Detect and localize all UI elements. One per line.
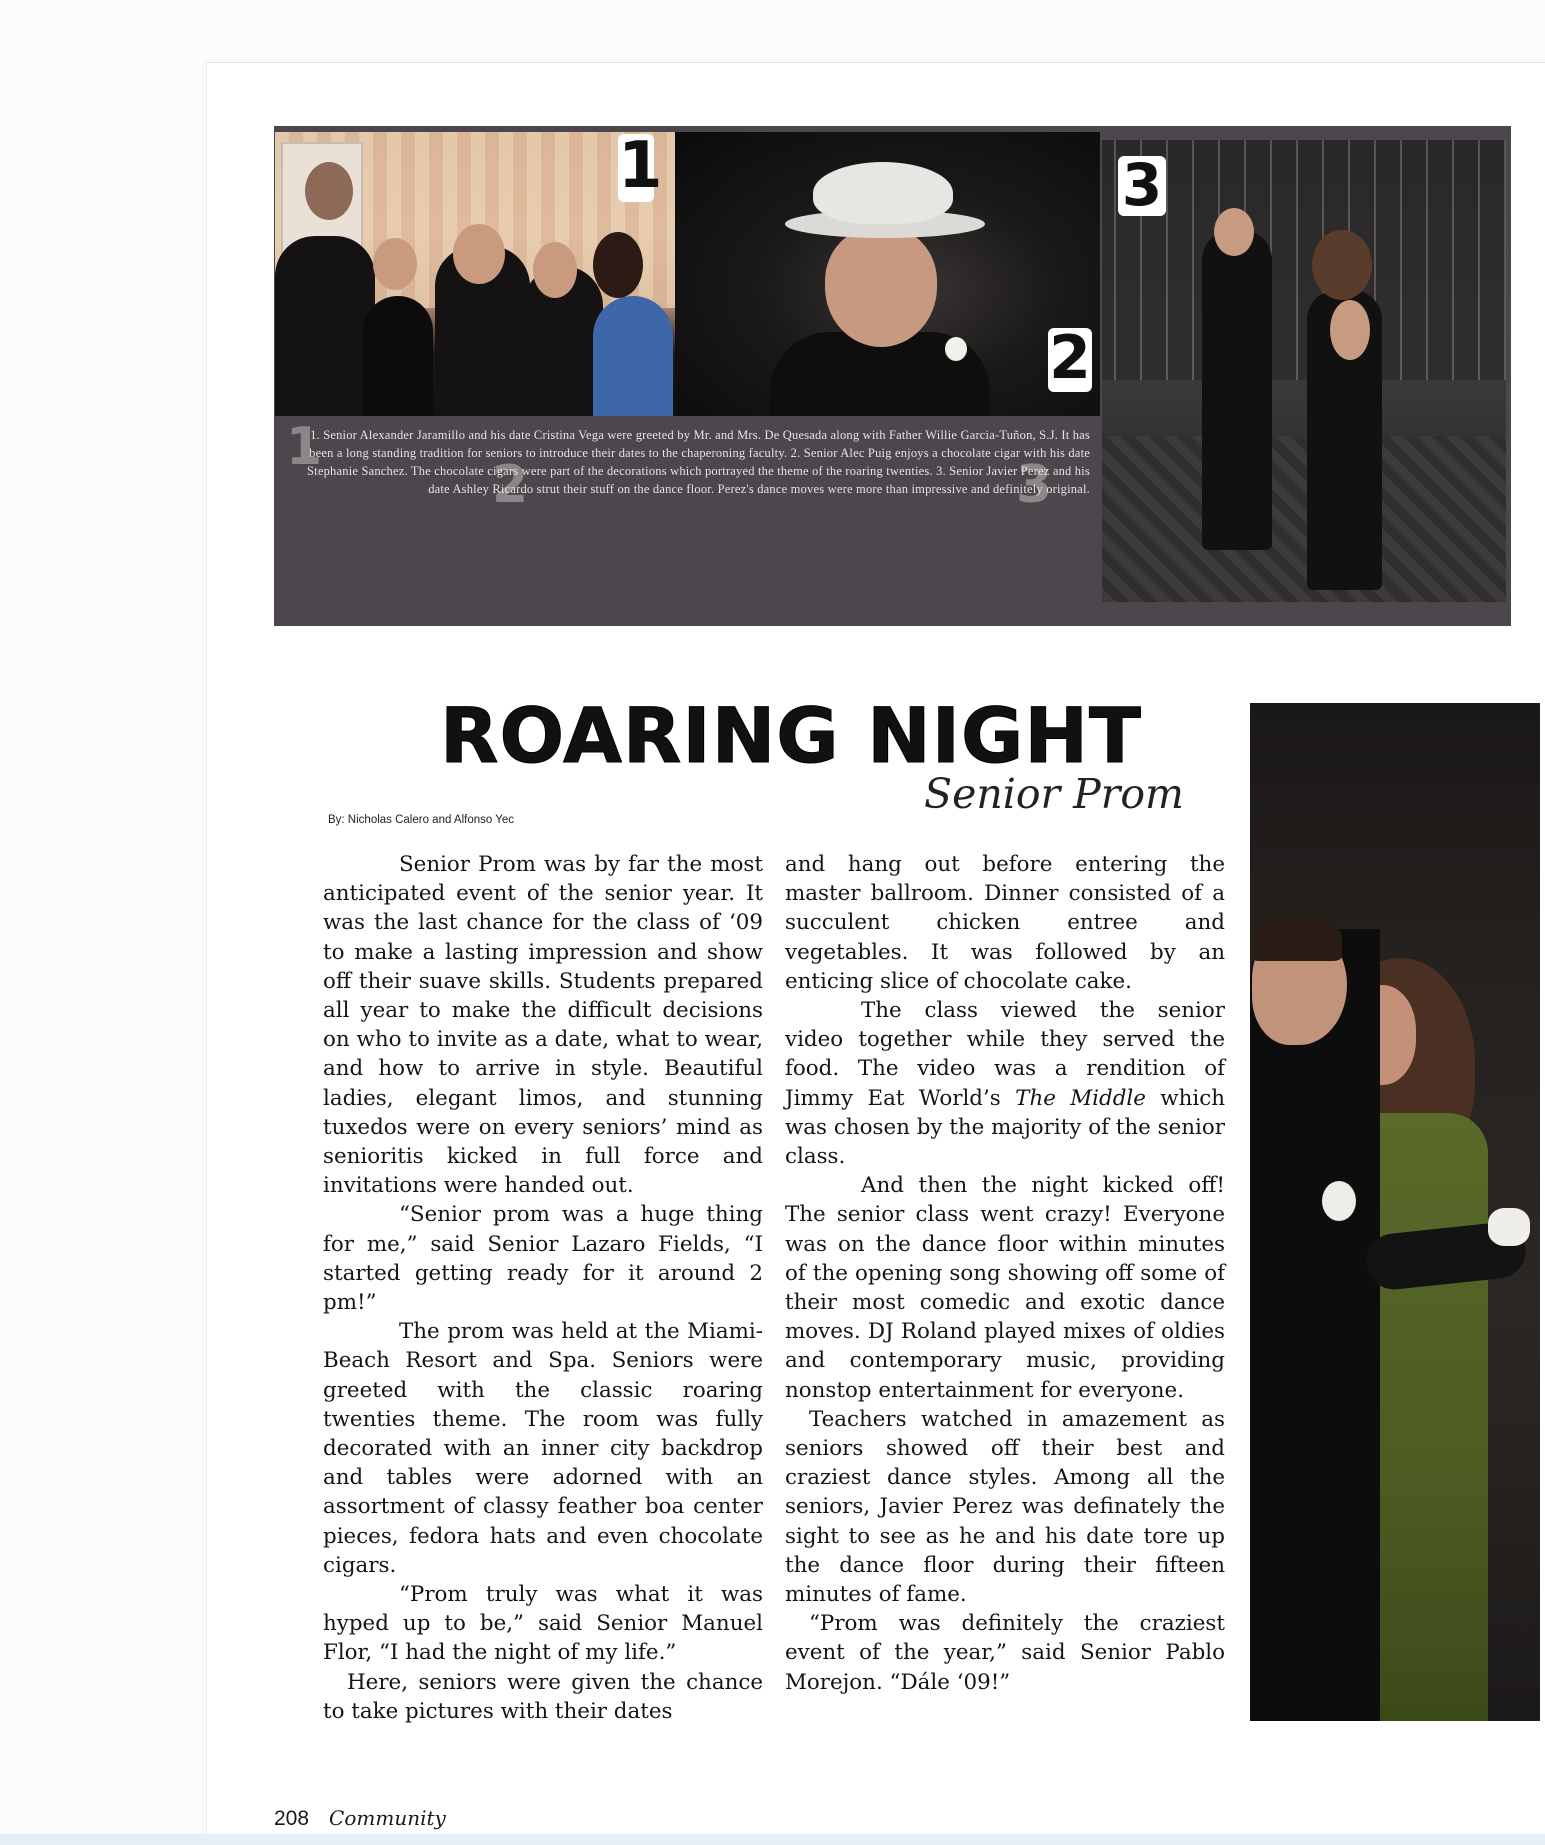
paragraph-text: The class viewed the senior video together while they served the food. The video was a rendition of Jimmy Eat World’s (785, 998, 1225, 1111)
scan-edge (0, 1834, 1545, 1845)
paragraph: and hang out before entering the master ballroom. Dinner consisted of a succulent chicken entree and vegetables. It was followed by an enticing slice of chocolate cake. (785, 852, 1225, 994)
paragraph: “Prom was definitely the craziest event of the year,” said Senior Pablo Morejon. “Dále ‘09!” (785, 1611, 1225, 1695)
paragraph-text: which was chosen by the majority of the senior class. (785, 1085, 1225, 1170)
section-name: Community (329, 1806, 446, 1830)
photo-number-1: 1 (618, 129, 663, 203)
article-column-2 (785, 850, 1225, 1697)
paragraph: “Senior prom was a huge thing for me,” said Senior Lazaro Fields, “I started getting ready for it around 2 pm!” (323, 1202, 763, 1316)
paragraph: Senior Prom was by far the most anticipated event of the senior year. It was the last chance for the class of ‘09 to make a lasting impression and show off their suave skills. Students prepared all year to make the difficult decisions on who to invite as a date, what to wear, and how to arrive in style. Beautiful ladies, elegant limos, and stunning tuxedos were on every seniors’ mind as senioritis kicked in full force and invitations were handed out. (323, 852, 763, 1199)
paragraph (785, 996, 1225, 1171)
paragraph: And then the night kicked off! The senior class went crazy! Everyone was on the dance floor within minutes of the opening song showing off some of their most comedic and exotic dance moves. DJ Roland played mixes of oldies and contemporary music, providing nonstop entertainment for everyone. (785, 1173, 1225, 1403)
photo-cigar (675, 132, 1100, 416)
photo-couple-dancing (1250, 703, 1540, 1721)
photo-number-2: 2 (1049, 323, 1091, 393)
paragraph: “Prom truly was what it was hyped up to be,” said Senior Manuel Flor, “I had the night of my life.” (323, 1582, 763, 1666)
song-title: The Middle (1015, 1085, 1146, 1111)
paragraph: The prom was held at the Miami-Beach Resort and Spa. Seniors were greeted with the classic roaring twenties theme. The room was fully decorated with an inner city backdrop and tables were adorned with an assortment of classy feather boa center pieces, fedora hats and even chocolate cigars. (323, 1319, 763, 1578)
photo-caption: 1. Senior Alexander Jaramillo and his date Cristina Vega were greeted by Mr. and Mrs. De Quesada along with Father Willie Garcia-Tuñon, S.J. It has been a long standing tradition for seniors to introduce their dates to the chaperoning faculty. 2. Senior Alec Puig enjoys a chocolate cigar with his date Stephanie Sanchez. The chocolate cigars were part of the decorations which portrayed the theme of the roaring twenties. 3. Senior Javier Perez and his date Ashley Ricardo strut their stuff on the dance floor. Perez's dance moves were more than impressive and definitely original. (307, 428, 1090, 496)
article-subtitle: Senior Prom (924, 770, 1184, 818)
paragraph: Teachers watched in amazement as seniors showed off their best and craziest dance styles. Among all the seniors, Javier Perez was definately the sight to see as he and his date tore up the dance floor during their fifteen minutes of fame. (785, 1406, 1225, 1608)
paragraph: Here, seniors were given the chance to take pictures with their dates (323, 1669, 763, 1724)
byline: By: Nicholas Calero and Alfonso Yec (328, 814, 515, 826)
caption-watermark-3: 3 (1016, 455, 1053, 515)
caption-watermark-1: 1 (286, 417, 323, 477)
caption-watermark-2: 2 (492, 455, 529, 515)
article-column-1 (323, 850, 763, 1726)
page-footer (274, 1806, 446, 1831)
photo-number-3: 3 (1118, 156, 1166, 216)
page-number: 208 (274, 1807, 310, 1830)
photo-greeting (275, 129, 675, 416)
article-title: ROARING NIGHT (440, 691, 1142, 780)
